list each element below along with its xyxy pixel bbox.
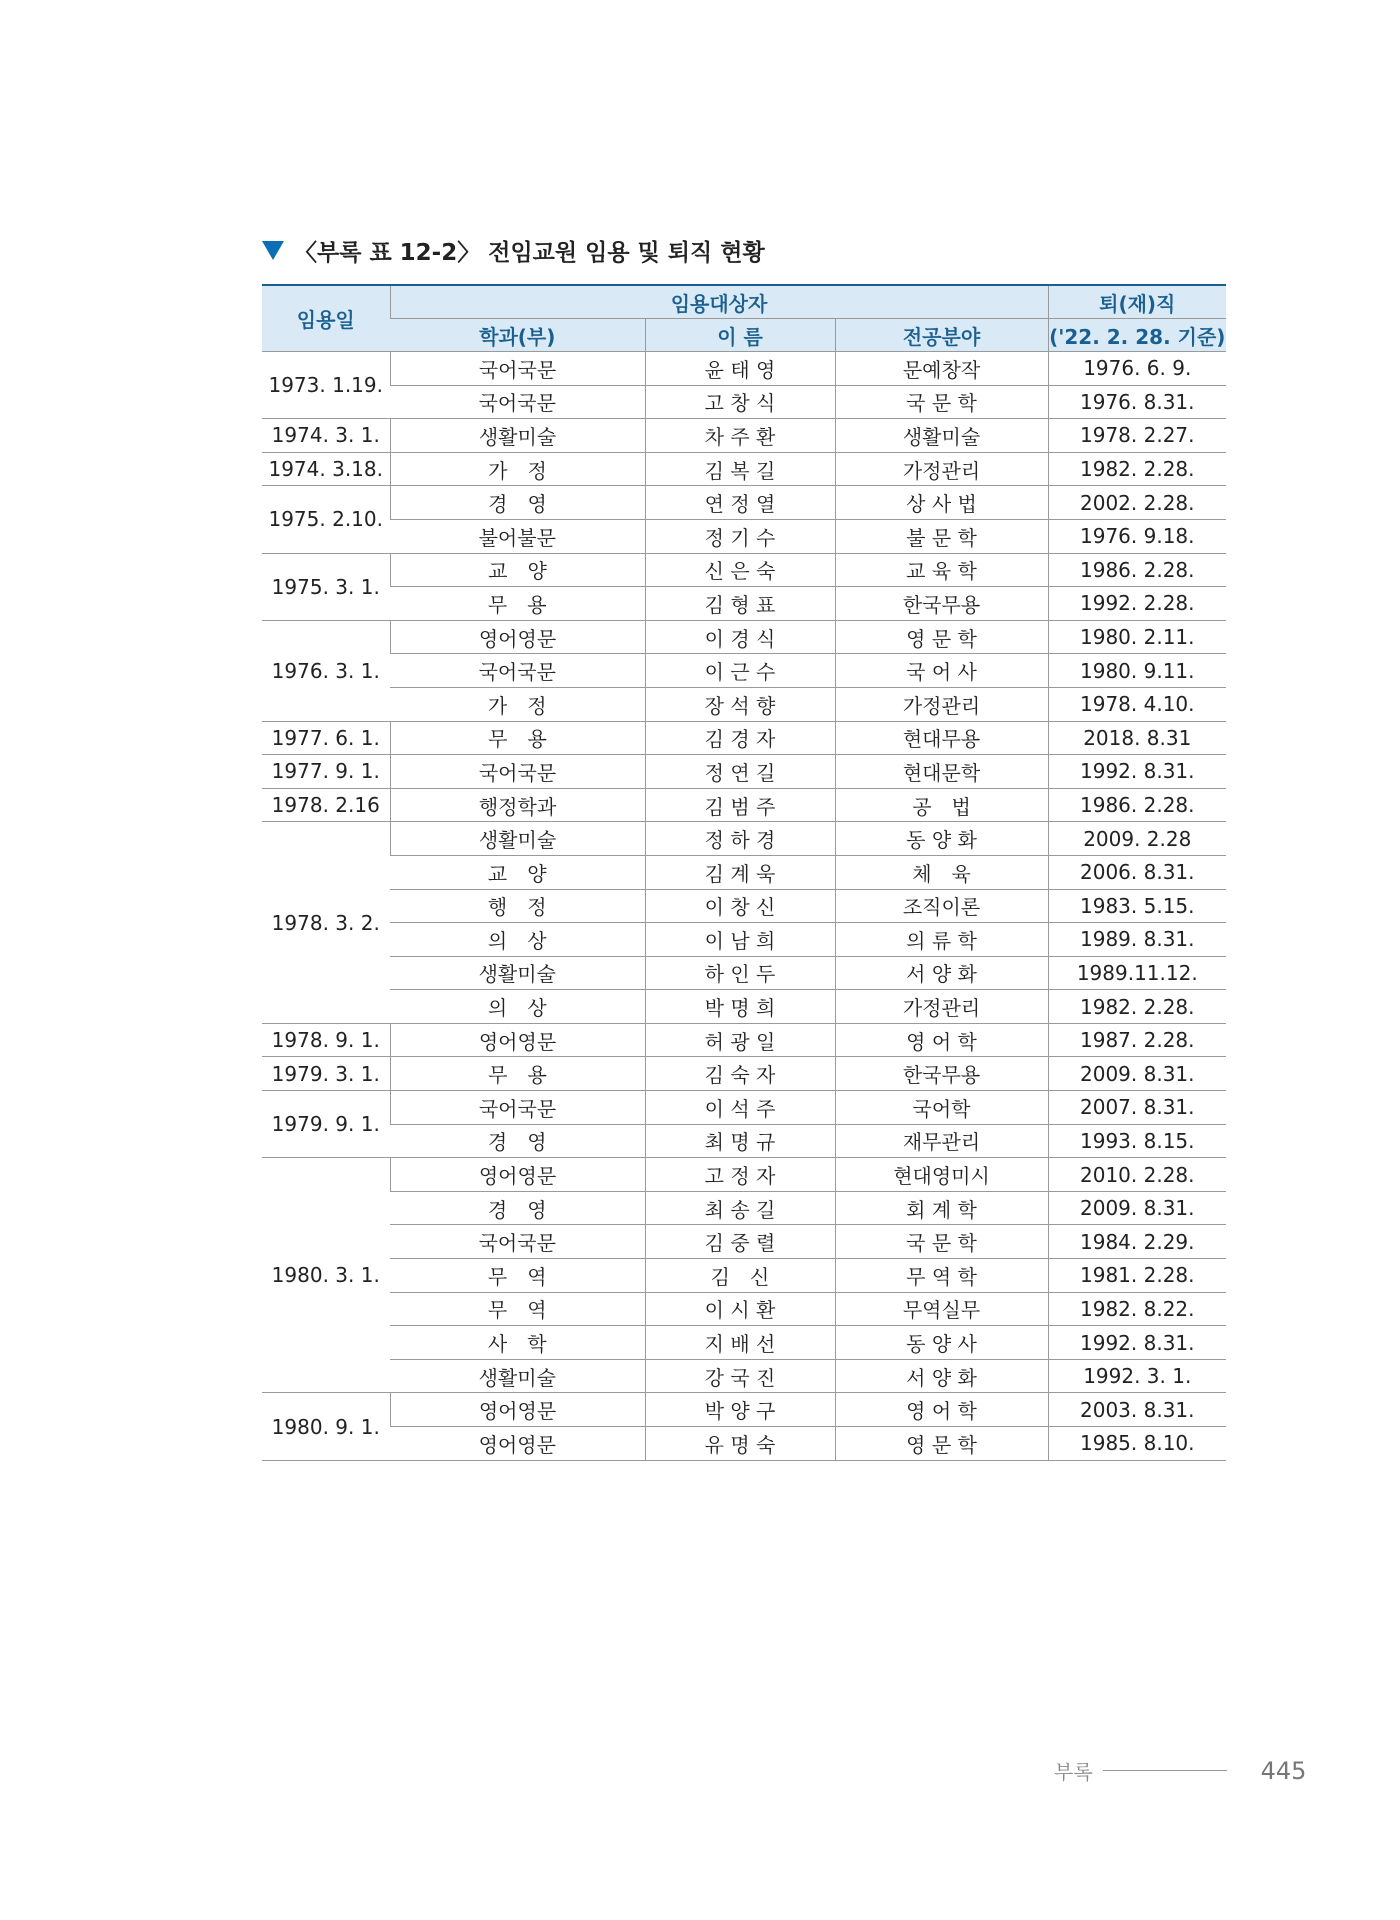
header-name: 이 름 <box>645 319 835 352</box>
cell-date: 1976. 3. 1. <box>262 620 390 721</box>
cell-name: 정 하 경 <box>645 822 835 856</box>
cell-retire: 2010. 2.28. <box>1048 1158 1226 1192</box>
table-row <box>262 788 1226 822</box>
table-row <box>262 1158 1226 1192</box>
cell-retire: 2009. 8.31. <box>1048 1057 1226 1091</box>
cell-dept: 사 학 <box>390 1326 645 1360</box>
cell-date: 1977. 9. 1. <box>262 755 390 789</box>
cell-field: 한국무용 <box>835 587 1048 621</box>
table-body <box>262 352 1226 1461</box>
cell-dept: 불어불문 <box>390 519 645 553</box>
cell-date: 1979. 9. 1. <box>262 1091 390 1158</box>
cell-name: 박 양 구 <box>645 1393 835 1427</box>
cell-field: 회 계 학 <box>835 1191 1048 1225</box>
cell-name: 김 계 욱 <box>645 855 835 889</box>
cell-name: 지 배 선 <box>645 1326 835 1360</box>
cell-field: 가정관리 <box>835 452 1048 486</box>
cell-name: 신 은 숙 <box>645 553 835 587</box>
cell-retire: 1992. 8.31. <box>1048 755 1226 789</box>
cell-retire: 2009. 2.28 <box>1048 822 1226 856</box>
cell-field: 생활미술 <box>835 419 1048 453</box>
cell-dept: 교 양 <box>390 855 645 889</box>
cell-field: 가정관리 <box>835 990 1048 1024</box>
cell-dept: 국어국문 <box>390 654 645 688</box>
cell-retire: 1984. 2.29. <box>1048 1225 1226 1259</box>
cell-name: 연 정 열 <box>645 486 835 520</box>
page-footer <box>1054 1756 1306 1785</box>
cell-name: 이 창 신 <box>645 889 835 923</box>
header-retire: 퇴(재)직 <box>1048 285 1226 319</box>
cell-name: 김 중 렬 <box>645 1225 835 1259</box>
cell-dept: 영어영문 <box>390 1427 645 1461</box>
cell-retire: 1992. 2.28. <box>1048 587 1226 621</box>
table-row <box>262 1057 1226 1091</box>
cell-dept: 국어국문 <box>390 755 645 789</box>
cell-name: 차 주 환 <box>645 419 835 453</box>
table-row <box>262 385 1226 419</box>
table-row <box>262 1124 1226 1158</box>
header-date: 임용일 <box>262 285 390 352</box>
cell-dept: 무 역 <box>390 1259 645 1293</box>
cell-dept: 생활미술 <box>390 822 645 856</box>
cell-retire: 1978. 2.27. <box>1048 419 1226 453</box>
cell-retire: 1987. 2.28. <box>1048 1023 1226 1057</box>
cell-name: 이 석 주 <box>645 1091 835 1125</box>
table-row <box>262 1023 1226 1057</box>
cell-date: 1980. 3. 1. <box>262 1158 390 1393</box>
cell-name: 최 송 길 <box>645 1191 835 1225</box>
cell-name: 허 광 일 <box>645 1023 835 1057</box>
cell-name: 유 명 숙 <box>645 1427 835 1461</box>
cell-retire: 1989.11.12. <box>1048 956 1226 990</box>
cell-retire: 1989. 8.31. <box>1048 923 1226 957</box>
cell-field: 문예창작 <box>835 352 1048 386</box>
table-row <box>262 1427 1226 1461</box>
cell-date: 1975. 3. 1. <box>262 553 390 620</box>
cell-date: 1978. 9. 1. <box>262 1023 390 1057</box>
cell-name: 박 명 희 <box>645 990 835 1024</box>
cell-retire: 1983. 5.15. <box>1048 889 1226 923</box>
cell-retire: 1986. 2.28. <box>1048 553 1226 587</box>
cell-retire: 2003. 8.31. <box>1048 1393 1226 1427</box>
cell-retire: 1986. 2.28. <box>1048 788 1226 822</box>
cell-field: 재무관리 <box>835 1124 1048 1158</box>
table-row <box>262 553 1226 587</box>
cell-dept: 영어영문 <box>390 1393 645 1427</box>
cell-field: 공 법 <box>835 788 1048 822</box>
cell-field: 국 문 학 <box>835 385 1048 419</box>
table-row <box>262 452 1226 486</box>
cell-dept: 행 정 <box>390 889 645 923</box>
cell-field: 영 문 학 <box>835 1427 1048 1461</box>
cell-name: 윤 태 영 <box>645 352 835 386</box>
table-row <box>262 620 1226 654</box>
table-row <box>262 1191 1226 1225</box>
cell-name: 김 신 <box>645 1259 835 1293</box>
cell-retire: 2018. 8.31 <box>1048 721 1226 755</box>
cell-retire: 1981. 2.28. <box>1048 1259 1226 1293</box>
cell-field: 동 양 사 <box>835 1326 1048 1360</box>
cell-field: 무 역 학 <box>835 1259 1048 1293</box>
cell-field: 현대영미시 <box>835 1158 1048 1192</box>
cell-name: 고 정 자 <box>645 1158 835 1192</box>
footer-rule <box>1103 1770 1227 1771</box>
cell-dept: 국어국문 <box>390 1091 645 1125</box>
cell-name: 장 석 향 <box>645 687 835 721</box>
cell-field: 의 류 학 <box>835 923 1048 957</box>
cell-retire: 1976. 9.18. <box>1048 519 1226 553</box>
cell-dept: 교 양 <box>390 553 645 587</box>
cell-name: 이 시 환 <box>645 1292 835 1326</box>
cell-date: 1974. 3. 1. <box>262 419 390 453</box>
cell-dept: 경 영 <box>390 486 645 520</box>
table-row <box>262 822 1226 856</box>
cell-retire: 1976. 6. 9. <box>1048 352 1226 386</box>
cell-dept: 무 용 <box>390 1057 645 1091</box>
header-target: 임용대상자 <box>390 285 1048 319</box>
cell-field: 동 양 화 <box>835 822 1048 856</box>
cell-name: 김 형 표 <box>645 587 835 621</box>
cell-dept: 의 상 <box>390 990 645 1024</box>
cell-dept: 가 정 <box>390 687 645 721</box>
cell-retire: 2002. 2.28. <box>1048 486 1226 520</box>
cell-dept: 무 용 <box>390 587 645 621</box>
page-number: 445 <box>1260 1756 1307 1785</box>
cell-name: 김 경 자 <box>645 721 835 755</box>
header-retire-basis: ('22. 2. 28. 기준) <box>1048 319 1226 352</box>
cell-date: 1975. 2.10. <box>262 486 390 553</box>
cell-retire: 1980. 2.11. <box>1048 620 1226 654</box>
cell-field: 서 양 화 <box>835 956 1048 990</box>
cell-retire: 1985. 8.10. <box>1048 1427 1226 1461</box>
table-row <box>262 956 1226 990</box>
appointment-table <box>262 284 1226 1461</box>
cell-retire: 1982. 2.28. <box>1048 452 1226 486</box>
cell-retire: 1992. 3. 1. <box>1048 1359 1226 1393</box>
cell-dept: 국어국문 <box>390 385 645 419</box>
cell-field: 현대무용 <box>835 721 1048 755</box>
cell-name: 이 남 희 <box>645 923 835 957</box>
cell-name: 하 인 두 <box>645 956 835 990</box>
cell-dept: 영어영문 <box>390 620 645 654</box>
cell-field: 조직이론 <box>835 889 1048 923</box>
table-row <box>262 1292 1226 1326</box>
cell-name: 정 연 길 <box>645 755 835 789</box>
table-title-text: 〈부록 표 12-2〉 전임교원 임용 및 퇴직 현황 <box>294 239 765 266</box>
cell-field: 가정관리 <box>835 687 1048 721</box>
cell-retire: 1978. 4.10. <box>1048 687 1226 721</box>
table-row <box>262 352 1226 386</box>
cell-date: 1980. 9. 1. <box>262 1393 390 1460</box>
cell-dept: 의 상 <box>390 923 645 957</box>
cell-retire: 1982. 8.22. <box>1048 1292 1226 1326</box>
table-row <box>262 855 1226 889</box>
cell-date: 1979. 3. 1. <box>262 1057 390 1091</box>
cell-name: 최 명 규 <box>645 1124 835 1158</box>
cell-field: 교 육 학 <box>835 553 1048 587</box>
table-row <box>262 889 1226 923</box>
cell-date: 1973. 1.19. <box>262 352 390 419</box>
cell-dept: 행정학과 <box>390 788 645 822</box>
table-row <box>262 755 1226 789</box>
cell-retire: 1992. 8.31. <box>1048 1326 1226 1360</box>
cell-retire: 1976. 8.31. <box>1048 385 1226 419</box>
triangle-down-icon <box>262 241 284 260</box>
cell-name: 고 창 식 <box>645 385 835 419</box>
cell-field: 상 사 법 <box>835 486 1048 520</box>
cell-dept: 생활미술 <box>390 956 645 990</box>
cell-name: 강 국 진 <box>645 1359 835 1393</box>
table-row <box>262 1091 1226 1125</box>
table-row <box>262 1393 1226 1427</box>
cell-dept: 국어국문 <box>390 352 645 386</box>
cell-name: 김 숙 자 <box>645 1057 835 1091</box>
cell-dept: 생활미술 <box>390 1359 645 1393</box>
cell-name: 이 경 식 <box>645 620 835 654</box>
table-row <box>262 1359 1226 1393</box>
cell-retire: 1993. 8.15. <box>1048 1124 1226 1158</box>
cell-name: 정 기 수 <box>645 519 835 553</box>
cell-date: 1977. 6. 1. <box>262 721 390 755</box>
cell-retire: 2007. 8.31. <box>1048 1091 1226 1125</box>
cell-field: 현대문학 <box>835 755 1048 789</box>
cell-field: 무역실무 <box>835 1292 1048 1326</box>
table-title <box>262 234 765 266</box>
cell-date: 1974. 3.18. <box>262 452 390 486</box>
cell-retire: 2009. 8.31. <box>1048 1191 1226 1225</box>
cell-dept: 무 용 <box>390 721 645 755</box>
cell-field: 불 문 학 <box>835 519 1048 553</box>
cell-field: 한국무용 <box>835 1057 1048 1091</box>
table-row <box>262 486 1226 520</box>
cell-dept: 영어영문 <box>390 1023 645 1057</box>
cell-retire: 1982. 2.28. <box>1048 990 1226 1024</box>
header-dept: 학과(부) <box>390 319 645 352</box>
cell-dept: 무 역 <box>390 1292 645 1326</box>
cell-dept: 가 정 <box>390 452 645 486</box>
cell-dept: 생활미술 <box>390 419 645 453</box>
cell-name: 김 범 주 <box>645 788 835 822</box>
cell-name: 김 복 길 <box>645 452 835 486</box>
cell-dept: 영어영문 <box>390 1158 645 1192</box>
cell-field: 영 어 학 <box>835 1393 1048 1427</box>
cell-date: 1978. 3. 2. <box>262 822 390 1024</box>
cell-dept: 국어국문 <box>390 1225 645 1259</box>
cell-date: 1978. 2.16 <box>262 788 390 822</box>
table-row <box>262 990 1226 1024</box>
table-row <box>262 923 1226 957</box>
cell-field: 영 문 학 <box>835 620 1048 654</box>
footer-section: 부록 <box>1054 1760 1093 1784</box>
table-row <box>262 687 1226 721</box>
cell-name: 이 근 수 <box>645 654 835 688</box>
cell-dept: 경 영 <box>390 1124 645 1158</box>
header-field: 전공분야 <box>835 319 1048 352</box>
table-row <box>262 519 1226 553</box>
cell-field: 국어학 <box>835 1091 1048 1125</box>
cell-retire: 1980. 9.11. <box>1048 654 1226 688</box>
table-row <box>262 1225 1226 1259</box>
table-row <box>262 721 1226 755</box>
table-row <box>262 419 1226 453</box>
cell-field: 서 양 화 <box>835 1359 1048 1393</box>
table-row <box>262 1259 1226 1293</box>
table-row <box>262 1326 1226 1360</box>
table-row <box>262 654 1226 688</box>
cell-field: 국 문 학 <box>835 1225 1048 1259</box>
cell-field: 체 육 <box>835 855 1048 889</box>
table-row <box>262 587 1226 621</box>
cell-field: 영 어 학 <box>835 1023 1048 1057</box>
cell-dept: 경 영 <box>390 1191 645 1225</box>
cell-retire: 2006. 8.31. <box>1048 855 1226 889</box>
cell-field: 국 어 사 <box>835 654 1048 688</box>
